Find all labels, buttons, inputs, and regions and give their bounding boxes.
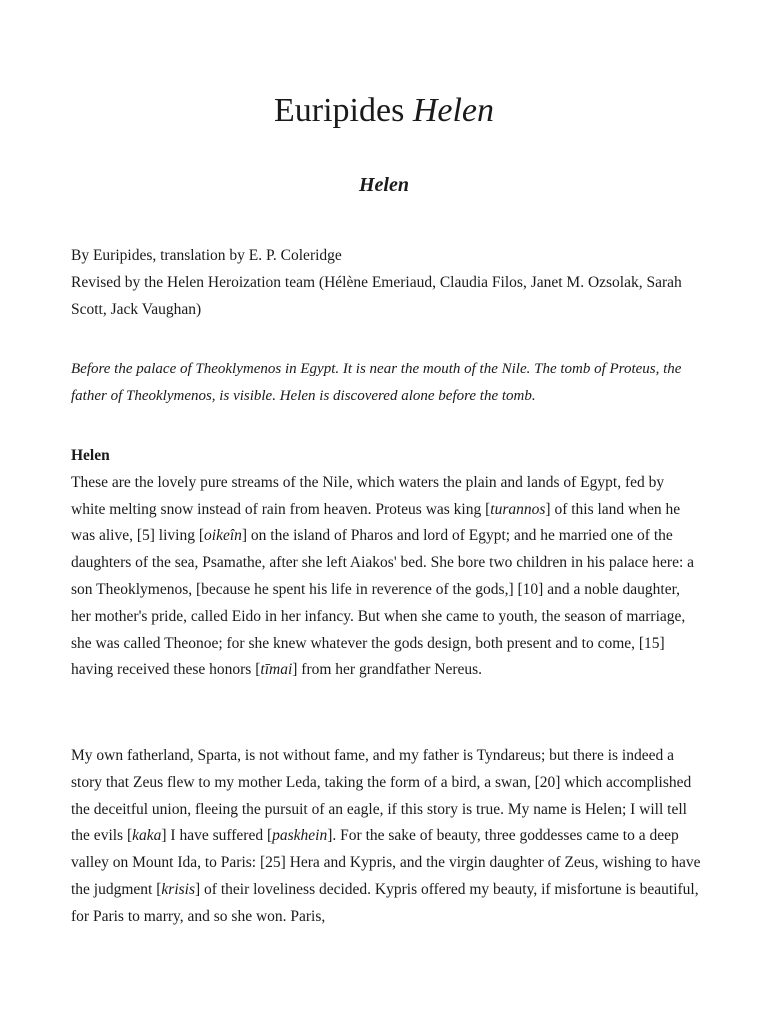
text-run: My own fatherland, Sparta, is not without fame, and my father is Tyndareus; but there is indeed a story that Zeus flew to my mother Leda, taking the form of a bird, a swan, [20] which accomplished the deceitful union, fleeing the pursuit of an eagle, if this story is true. My name is Helen; I will tell the evils [ bbox=[71, 747, 692, 845]
text-run: These are the lovely pure streams of the Nile, which waters the plain and lands of Egypt, fed by white melting snow instead of rain from heaven. Proteus was king [ bbox=[71, 473, 665, 518]
title-author: Euripides bbox=[274, 92, 405, 129]
text-run: ] from her grandfather Nereus. bbox=[292, 661, 483, 679]
greek-term: krisis bbox=[161, 880, 195, 898]
credits bbox=[71, 243, 701, 323]
speech-paragraph-2 bbox=[71, 743, 701, 931]
text-run: ] I have suffered [ bbox=[161, 827, 273, 845]
credit-line-revision: Revised by the Helen Heroization team (Hélène Emeriaud, Claudia Filos, Janet M. Ozsolak, Sarah Scott, Jack Vaughan) bbox=[71, 273, 682, 318]
section-title: Helen bbox=[359, 174, 409, 196]
title-work: Helen bbox=[412, 92, 494, 129]
greek-term: turannos bbox=[490, 500, 546, 518]
speech-paragraph-1 bbox=[71, 443, 701, 684]
text-run: ] of this land when he was alive, [5] living [ bbox=[71, 500, 681, 545]
text-run: ] on the island of Pharos and lord of Egypt; and he married one of the daughters of the sea, Psamathe, after she left Aiakos' bed. She bore two children in his palace here: a son Theoklymenos, [because he spent his life in reverence of the gods,] [10] and a noble daughter, her mother's pride, called Eido in her infancy. But when she came to youth, the season of marriage, she was called Theonoe; for she knew whatever the gods design, both present and to come, [15] having received these honors [ bbox=[71, 527, 695, 679]
text-run: ]. For the sake of beauty, three goddesses came to a deep valley on Mount Ida, to Paris: [25] Hera and Kypris, and the virgin daughter of Zeus, wishing to have the judgment [ bbox=[71, 827, 701, 898]
stage-direction: Before the palace of Theoklymenos in Egypt. It is near the mouth of the Nile. The tomb of Proteus, the father of Theoklymenos, is visible. Helen is discovered alone before the tomb. bbox=[71, 361, 682, 404]
credit-line-translation: By Euripides, translation by E. P. Coleridge bbox=[71, 247, 342, 264]
text-run: ] of their loveliness decided. Kypris offered my beauty, if misfortune is beautiful, for Paris to marry, and so she won. Paris, bbox=[71, 880, 699, 925]
greek-term: tīmai bbox=[260, 661, 293, 679]
speaker-name: Helen bbox=[71, 447, 110, 464]
greek-term: paskhein bbox=[272, 827, 328, 845]
greek-term: oikeîn bbox=[204, 527, 242, 545]
document-title bbox=[0, 88, 768, 134]
greek-term: kaka bbox=[132, 827, 162, 845]
